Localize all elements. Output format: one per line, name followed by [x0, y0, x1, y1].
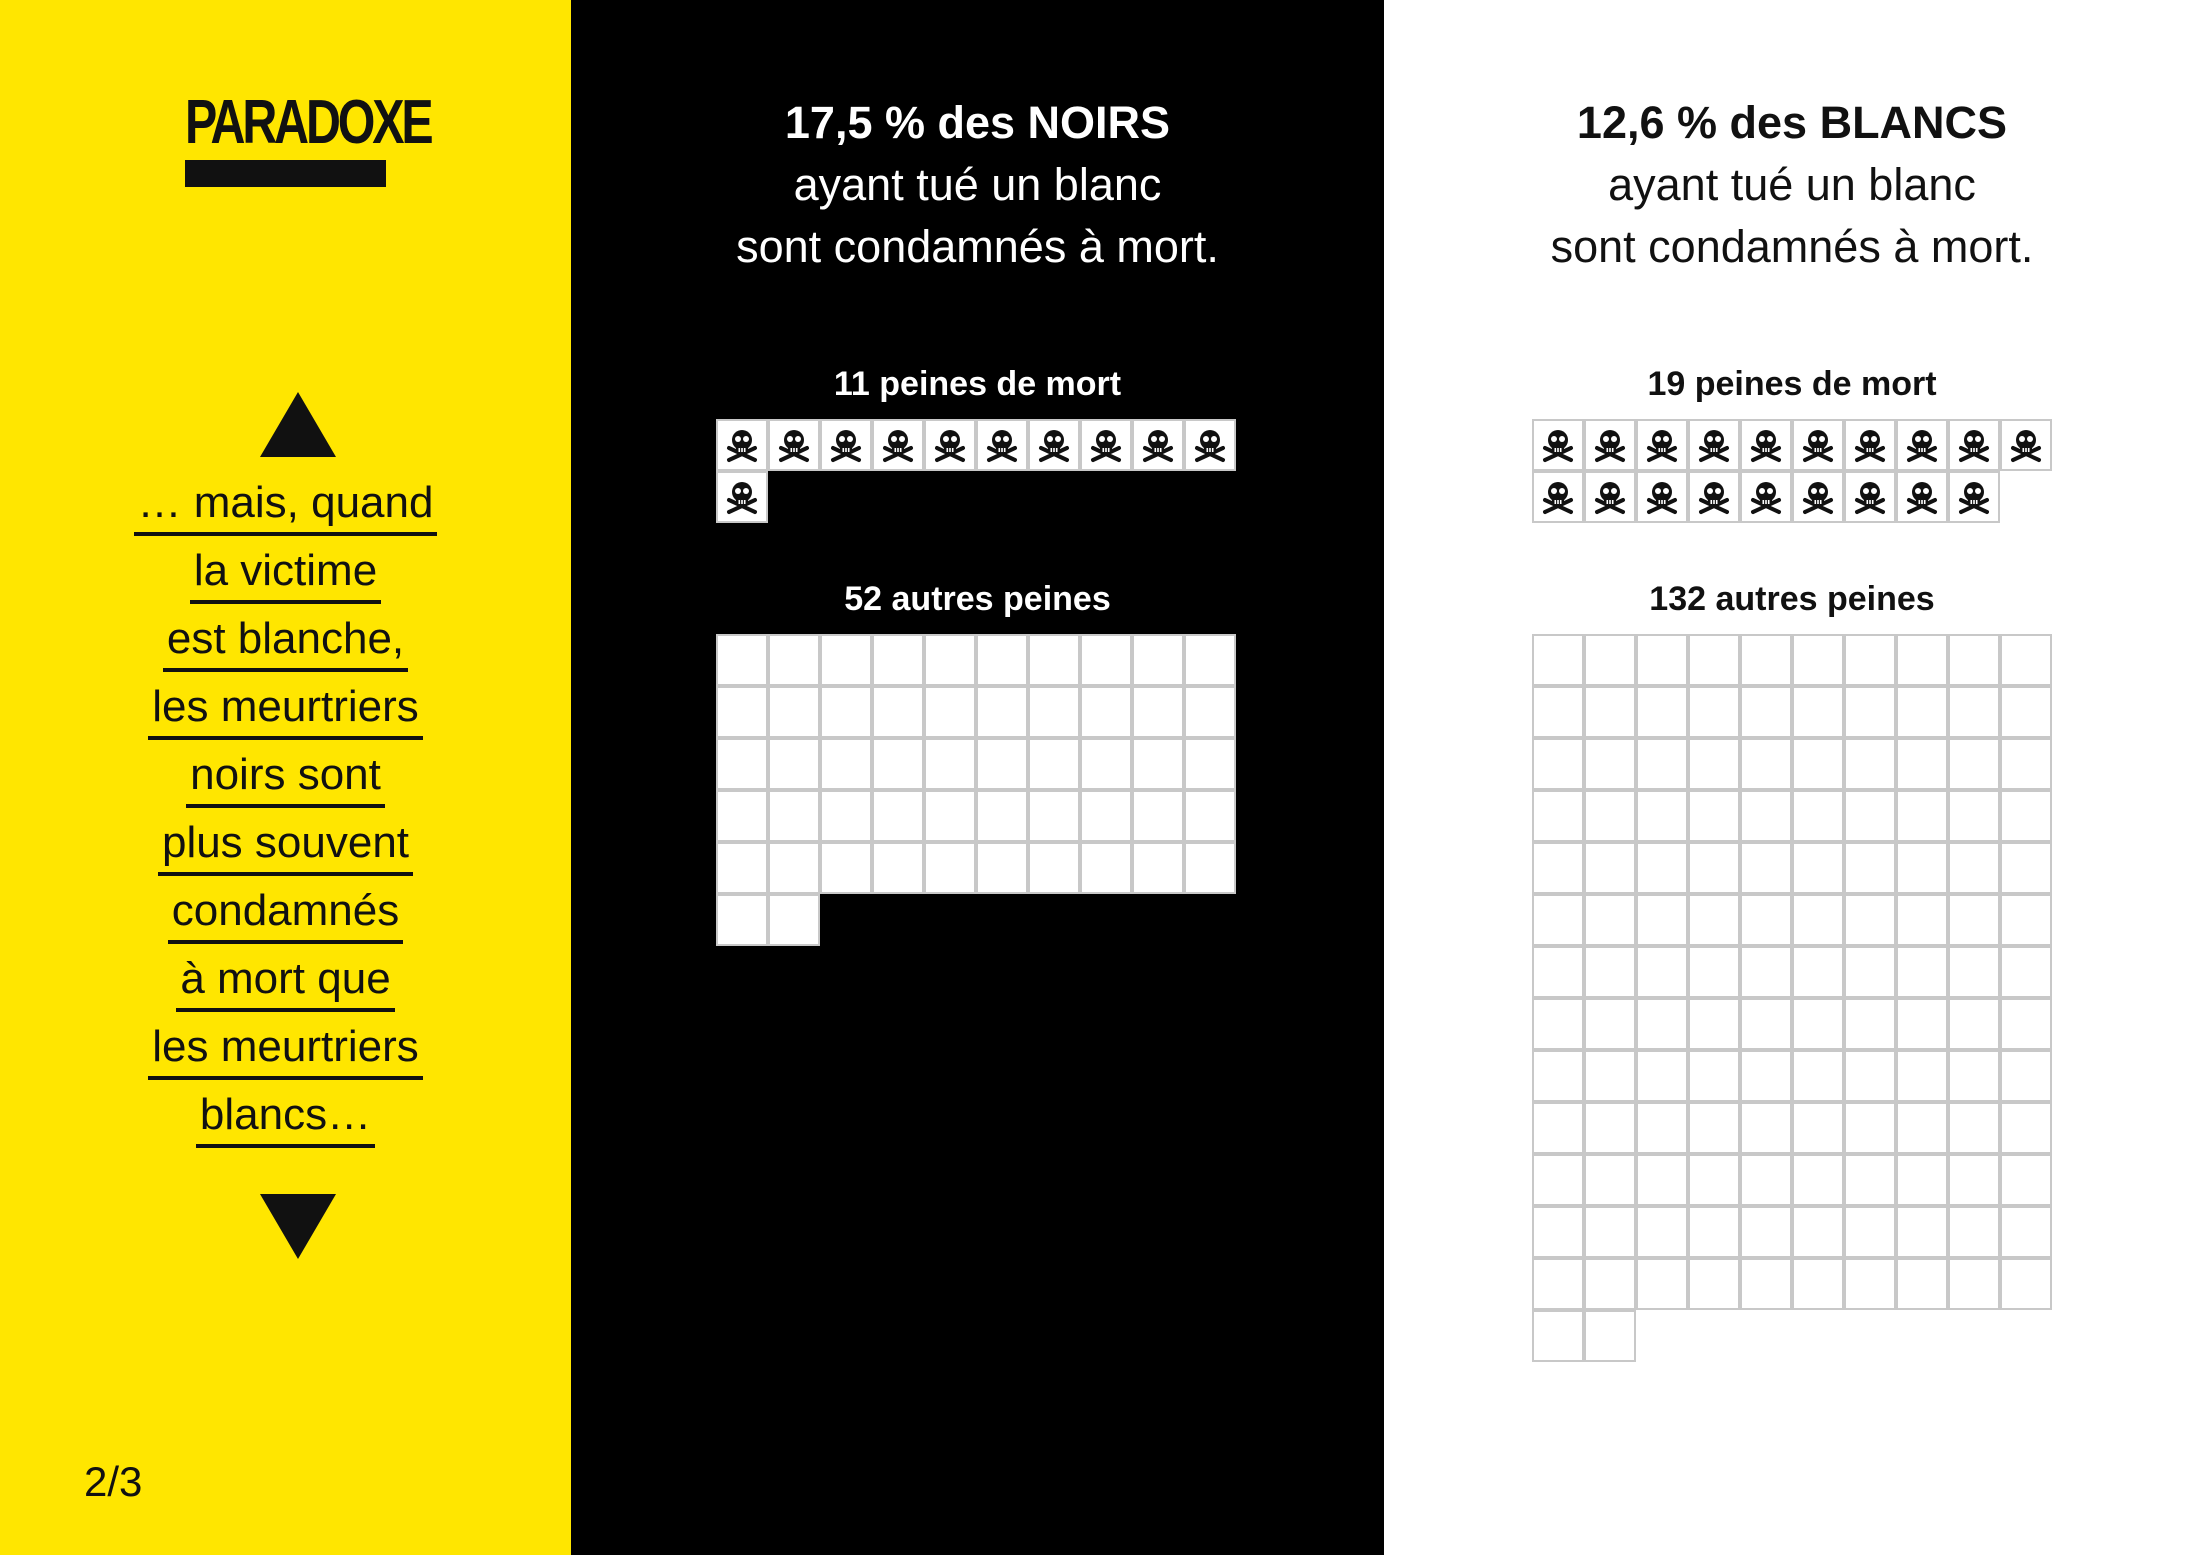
other-sentence-cell [1948, 998, 2000, 1050]
skull-crossbones-icon [1140, 427, 1176, 463]
other-sentence-cell [1948, 1206, 2000, 1258]
death-sentence-cell [2000, 419, 2052, 471]
other-sentence-cell [1636, 1154, 1688, 1206]
other-sentence-cell [1740, 946, 1792, 998]
other-sentence-cell [872, 738, 924, 790]
other-sentence-cell [1636, 686, 1688, 738]
other-sentence-cell [1792, 634, 1844, 686]
death-sentence-cell [1636, 419, 1688, 471]
other-sentence-cell [1636, 790, 1688, 842]
other-sentence-cell [1688, 1206, 1740, 1258]
other-sentence-cell [924, 790, 976, 842]
other-sentence-cell [1584, 686, 1636, 738]
skull-crossbones-icon [1904, 427, 1940, 463]
other-sentence-cell [1792, 998, 1844, 1050]
skull-crossbones-icon [880, 427, 916, 463]
other-sentence-cell [1584, 790, 1636, 842]
other-sentence-cell [1532, 1154, 1584, 1206]
death-sentence-cell [1948, 419, 2000, 471]
death-sentence-cell [1948, 471, 2000, 523]
sidebar-line [0, 474, 571, 542]
death-sentence-cell [1792, 419, 1844, 471]
skull-crossbones-icon [1644, 479, 1680, 515]
other-sentence-cell [872, 634, 924, 686]
skull-crossbones-icon [1800, 479, 1836, 515]
other-sentence-cell [768, 686, 820, 738]
black-heading-line2: ayant tué un blanc [793, 159, 1162, 210]
other-sentence-cell [2000, 790, 2052, 842]
other-sentence-cell [1688, 998, 1740, 1050]
other-sentence-cell [1740, 1206, 1792, 1258]
black-other-label: 52 autres peines [844, 580, 1111, 618]
other-sentence-cell [1584, 634, 1636, 686]
other-sentence-cell [1584, 998, 1636, 1050]
other-sentence-cell [1792, 790, 1844, 842]
other-sentence-cell [1688, 738, 1740, 790]
other-sentence-cell [1896, 634, 1948, 686]
other-sentence-cell [1636, 1102, 1688, 1154]
other-sentence-cell [1896, 1050, 1948, 1102]
skull-crossbones-icon [1592, 427, 1628, 463]
death-sentence-cell [716, 471, 768, 523]
other-sentence-cell [1532, 790, 1584, 842]
white-heading-line3: sont condamnés à mort. [1550, 221, 2034, 272]
other-sentence-cell [2000, 1154, 2052, 1206]
other-sentence-cell [1896, 790, 1948, 842]
other-sentence-cell [1896, 998, 1948, 1050]
skull-crossbones-icon [1540, 427, 1576, 463]
other-sentence-cell [2000, 894, 2052, 946]
other-sentence-cell [1636, 1258, 1688, 1310]
other-sentence-cell [1636, 842, 1688, 894]
other-sentence-cell [768, 790, 820, 842]
death-sentence-cell [1844, 419, 1896, 471]
other-sentence-cell [1532, 998, 1584, 1050]
other-sentence-cell [1740, 1050, 1792, 1102]
other-sentence-cell [1584, 1206, 1636, 1258]
other-sentence-cell [820, 790, 872, 842]
other-sentence-cell [976, 686, 1028, 738]
other-sentence-cell [1740, 686, 1792, 738]
other-sentence-cell [872, 686, 924, 738]
other-sentence-cell [924, 842, 976, 894]
other-sentence-cell [1740, 894, 1792, 946]
other-sentence-cell [1844, 1206, 1896, 1258]
other-sentence-cell [2000, 998, 2052, 1050]
other-sentence-cell [716, 790, 768, 842]
death-sentence-cell [1740, 419, 1792, 471]
other-sentence-cell [1636, 738, 1688, 790]
other-sentence-cell [1636, 1050, 1688, 1102]
other-sentence-cell [2000, 738, 2052, 790]
other-sentence-cell [1028, 790, 1080, 842]
other-sentence-cell [1896, 1102, 1948, 1154]
sidebar-line-text: noirs sont [186, 746, 385, 808]
other-sentence-cell [1896, 842, 1948, 894]
other-sentence-cell [1740, 1154, 1792, 1206]
other-sentence-cell [1584, 738, 1636, 790]
sidebar-line [0, 542, 571, 610]
triangle-down-icon[interactable] [260, 1194, 336, 1259]
other-sentence-cell [1132, 842, 1184, 894]
other-sentence-cell [768, 634, 820, 686]
white-murderers-panel [1384, 0, 2200, 1555]
white-heading-line2: ayant tué un blanc [1608, 159, 1976, 210]
other-sentence-cell [1688, 790, 1740, 842]
other-sentence-cell [820, 634, 872, 686]
other-sentence-cell [1948, 946, 2000, 998]
other-sentence-cell [2000, 686, 2052, 738]
other-sentence-cell [1896, 946, 1948, 998]
other-sentence-cell [1028, 634, 1080, 686]
other-sentence-cell [1532, 1258, 1584, 1310]
other-sentence-cell [924, 634, 976, 686]
other-sentence-cell [2000, 842, 2052, 894]
death-sentence-cell [1532, 471, 1584, 523]
sidebar-line-text: blancs… [196, 1086, 375, 1148]
other-sentence-cell [1584, 1050, 1636, 1102]
other-sentence-cell [1792, 946, 1844, 998]
other-sentence-cell [1132, 790, 1184, 842]
death-sentence-cell [1532, 419, 1584, 471]
other-sentence-cell [1844, 842, 1896, 894]
other-sentence-cell [1584, 842, 1636, 894]
sidebar-line-text: les meurtriers [148, 1018, 423, 1080]
other-sentence-cell [1132, 634, 1184, 686]
other-sentence-cell [1948, 842, 2000, 894]
other-sentence-cell [1844, 686, 1896, 738]
other-sentence-cell [768, 842, 820, 894]
skull-crossbones-icon [1956, 427, 1992, 463]
skull-crossbones-icon [1592, 479, 1628, 515]
other-sentence-cell [1948, 634, 2000, 686]
death-sentence-cell [1688, 419, 1740, 471]
other-sentence-cell [1740, 998, 1792, 1050]
other-sentence-cell [872, 842, 924, 894]
death-sentence-cell [1740, 471, 1792, 523]
death-sentence-cell [1636, 471, 1688, 523]
other-sentence-cell [1896, 738, 1948, 790]
sidebar-panel [0, 0, 571, 1555]
other-sentence-cell [1792, 1154, 1844, 1206]
other-sentence-cell [716, 686, 768, 738]
death-sentence-cell [1896, 471, 1948, 523]
other-sentence-cell [1896, 894, 1948, 946]
sidebar-line [0, 1018, 571, 1086]
other-sentence-cell [1740, 842, 1792, 894]
other-sentence-cell [1792, 1050, 1844, 1102]
other-sentence-cell [1896, 1154, 1948, 1206]
paradoxe-logo: PARADOXE [185, 88, 431, 157]
sidebar-line-text: les meurtriers [148, 678, 423, 740]
skull-crossbones-icon [1696, 427, 1732, 463]
other-sentence-cell [1532, 686, 1584, 738]
other-sentence-cell [1532, 842, 1584, 894]
death-sentence-cell [1792, 471, 1844, 523]
other-sentence-cell [1688, 1154, 1740, 1206]
other-sentence-cell [1792, 738, 1844, 790]
other-sentence-cell [976, 790, 1028, 842]
death-sentence-cell [1080, 419, 1132, 471]
death-sentence-cell [1896, 419, 1948, 471]
other-sentence-cell [1184, 738, 1236, 790]
other-sentence-cell [1896, 1258, 1948, 1310]
skull-crossbones-icon [1748, 479, 1784, 515]
skull-crossbones-icon [1852, 479, 1888, 515]
death-sentence-cell [1584, 471, 1636, 523]
sidebar-line [0, 746, 571, 814]
other-sentence-cell [1844, 1154, 1896, 1206]
other-sentence-cell [820, 738, 872, 790]
other-sentence-cell [768, 894, 820, 946]
black-heading-line3: sont condamnés à mort. [736, 221, 1219, 272]
triangle-up-icon[interactable] [260, 392, 336, 457]
other-sentence-cell [1584, 1154, 1636, 1206]
death-sentence-cell [924, 419, 976, 471]
other-sentence-cell [1948, 686, 2000, 738]
white-other-label: 132 autres peines [1649, 580, 1935, 618]
other-sentence-cell [2000, 946, 2052, 998]
white-death-label: 19 peines de mort [1647, 365, 1937, 403]
other-sentence-cell [820, 686, 872, 738]
other-sentence-cell [1184, 842, 1236, 894]
other-sentence-cell [1844, 738, 1896, 790]
sidebar-line-text: plus souvent [158, 814, 413, 876]
death-sentence-cell [1184, 419, 1236, 471]
other-sentence-cell [1688, 946, 1740, 998]
skull-crossbones-icon [2008, 427, 2044, 463]
other-sentence-cell [1080, 790, 1132, 842]
other-sentence-cell [1844, 1050, 1896, 1102]
other-sentence-cell [1792, 1258, 1844, 1310]
other-sentence-cell [1636, 946, 1688, 998]
other-sentence-cell [872, 790, 924, 842]
other-sentence-cell [1028, 686, 1080, 738]
black-panel-heading [571, 92, 1384, 278]
skull-crossbones-icon [1088, 427, 1124, 463]
skull-crossbones-icon [1192, 427, 1228, 463]
other-sentence-cell [1792, 842, 1844, 894]
death-sentence-cell [1688, 471, 1740, 523]
other-sentence-cell [1184, 790, 1236, 842]
death-sentence-cell [1132, 419, 1184, 471]
other-sentence-cell [1844, 894, 1896, 946]
other-sentence-cell [1688, 1050, 1740, 1102]
logo-underline-bar [185, 160, 386, 187]
other-sentence-cell [1584, 1102, 1636, 1154]
other-sentence-cell [1132, 686, 1184, 738]
other-sentence-cell [1132, 738, 1184, 790]
white-panel-heading [1384, 92, 2200, 278]
other-sentence-cell [1948, 738, 2000, 790]
other-sentence-cell [1532, 1206, 1584, 1258]
other-sentence-cell [1532, 894, 1584, 946]
sidebar-line-text: la victime [190, 542, 381, 604]
other-sentence-cell [716, 738, 768, 790]
sidebar-line [0, 610, 571, 678]
black-death-label: 11 peines de mort [833, 365, 1122, 403]
other-sentence-cell [1792, 894, 1844, 946]
skull-crossbones-icon [828, 427, 864, 463]
other-sentence-cell [1740, 1102, 1792, 1154]
other-sentence-cell [716, 894, 768, 946]
other-sentence-cell [1028, 842, 1080, 894]
other-sentence-cell [820, 842, 872, 894]
other-sentence-cell [2000, 634, 2052, 686]
death-sentence-cell [1584, 419, 1636, 471]
skull-crossbones-icon [1748, 427, 1784, 463]
other-sentence-cell [1948, 790, 2000, 842]
skull-crossbones-icon [1644, 427, 1680, 463]
other-sentence-cell [1948, 1154, 2000, 1206]
skull-crossbones-icon [1800, 427, 1836, 463]
other-sentence-cell [1688, 1258, 1740, 1310]
death-sentence-cell [872, 419, 924, 471]
sidebar-line [0, 882, 571, 950]
other-sentence-cell [1688, 686, 1740, 738]
sidebar-line [0, 1086, 571, 1154]
other-sentence-cell [1844, 790, 1896, 842]
other-sentence-cell [1688, 634, 1740, 686]
death-sentence-cell [976, 419, 1028, 471]
other-sentence-cell [1532, 738, 1584, 790]
other-sentence-cell [1948, 1102, 2000, 1154]
sidebar-text [0, 474, 571, 1154]
sidebar-line-text: … mais, quand [134, 474, 438, 536]
other-sentence-cell [1584, 894, 1636, 946]
death-sentence-cell [1844, 471, 1896, 523]
skull-crossbones-icon [1036, 427, 1072, 463]
other-sentence-cell [1080, 842, 1132, 894]
page-indicator: 2/3 [84, 1458, 143, 1505]
skull-crossbones-icon [1852, 427, 1888, 463]
other-sentence-cell [1584, 1258, 1636, 1310]
sidebar-line [0, 678, 571, 746]
death-sentence-cell [820, 419, 872, 471]
other-sentence-cell [976, 842, 1028, 894]
other-sentence-cell [1740, 790, 1792, 842]
other-sentence-cell [1688, 894, 1740, 946]
other-sentence-cell [1080, 686, 1132, 738]
other-sentence-cell [976, 634, 1028, 686]
skull-crossbones-icon [1956, 479, 1992, 515]
other-sentence-cell [1740, 634, 1792, 686]
other-sentence-cell [1532, 1310, 1584, 1362]
black-murderers-panel [571, 0, 1384, 1555]
other-sentence-cell [1896, 1206, 1948, 1258]
other-sentence-cell [1636, 894, 1688, 946]
other-sentence-cell [1532, 1102, 1584, 1154]
black-heading-stat: 17,5 % des NOIRS [784, 97, 1171, 148]
other-sentence-cell [1184, 634, 1236, 686]
skull-crossbones-icon [776, 427, 812, 463]
other-sentence-cell [2000, 1258, 2052, 1310]
white-heading-stat: 12,6 % des BLANCS [1576, 97, 2008, 148]
sidebar-line [0, 950, 571, 1018]
other-sentence-cell [1636, 634, 1688, 686]
skull-crossbones-icon [724, 427, 760, 463]
other-sentence-cell [1844, 946, 1896, 998]
other-sentence-cell [1688, 1102, 1740, 1154]
skull-crossbones-icon [1904, 479, 1940, 515]
other-sentence-cell [1080, 634, 1132, 686]
other-sentence-cell [924, 738, 976, 790]
sidebar-line-text: est blanche, [163, 610, 408, 672]
skull-crossbones-icon [1540, 479, 1576, 515]
other-sentence-cell [1948, 1258, 2000, 1310]
other-sentence-cell [2000, 1050, 2052, 1102]
other-sentence-cell [1844, 634, 1896, 686]
sidebar-line-text: à mort que [176, 950, 394, 1012]
other-sentence-cell [924, 686, 976, 738]
other-sentence-cell [1948, 894, 2000, 946]
other-sentence-cell [1584, 1310, 1636, 1362]
other-sentence-cell [1532, 1050, 1584, 1102]
death-sentence-cell [1028, 419, 1080, 471]
other-sentence-cell [1184, 686, 1236, 738]
other-sentence-cell [1028, 738, 1080, 790]
other-sentence-cell [768, 738, 820, 790]
other-sentence-cell [1080, 738, 1132, 790]
other-sentence-cell [716, 634, 768, 686]
other-sentence-cell [1844, 1258, 1896, 1310]
other-sentence-cell [1636, 998, 1688, 1050]
other-sentence-cell [1844, 998, 1896, 1050]
other-sentence-cell [1688, 842, 1740, 894]
other-sentence-cell [1844, 1102, 1896, 1154]
other-sentence-cell [1792, 1206, 1844, 1258]
other-sentence-cell [1740, 1258, 1792, 1310]
skull-crossbones-icon [724, 479, 760, 515]
other-sentence-cell [2000, 1206, 2052, 1258]
death-sentence-cell [716, 419, 768, 471]
other-sentence-cell [1792, 686, 1844, 738]
other-sentence-cell [1948, 1050, 2000, 1102]
death-sentence-cell [768, 419, 820, 471]
sidebar-line [0, 814, 571, 882]
sidebar-line-text: condamnés [168, 882, 403, 944]
other-sentence-cell [976, 738, 1028, 790]
skull-crossbones-icon [932, 427, 968, 463]
skull-crossbones-icon [1696, 479, 1732, 515]
other-sentence-cell [1636, 1206, 1688, 1258]
other-sentence-cell [1532, 946, 1584, 998]
other-sentence-cell [1792, 1102, 1844, 1154]
other-sentence-cell [716, 842, 768, 894]
other-sentence-cell [1740, 738, 1792, 790]
skull-crossbones-icon [984, 427, 1020, 463]
other-sentence-cell [1896, 686, 1948, 738]
other-sentence-cell [2000, 1102, 2052, 1154]
other-sentence-cell [1532, 634, 1584, 686]
other-sentence-cell [1584, 946, 1636, 998]
